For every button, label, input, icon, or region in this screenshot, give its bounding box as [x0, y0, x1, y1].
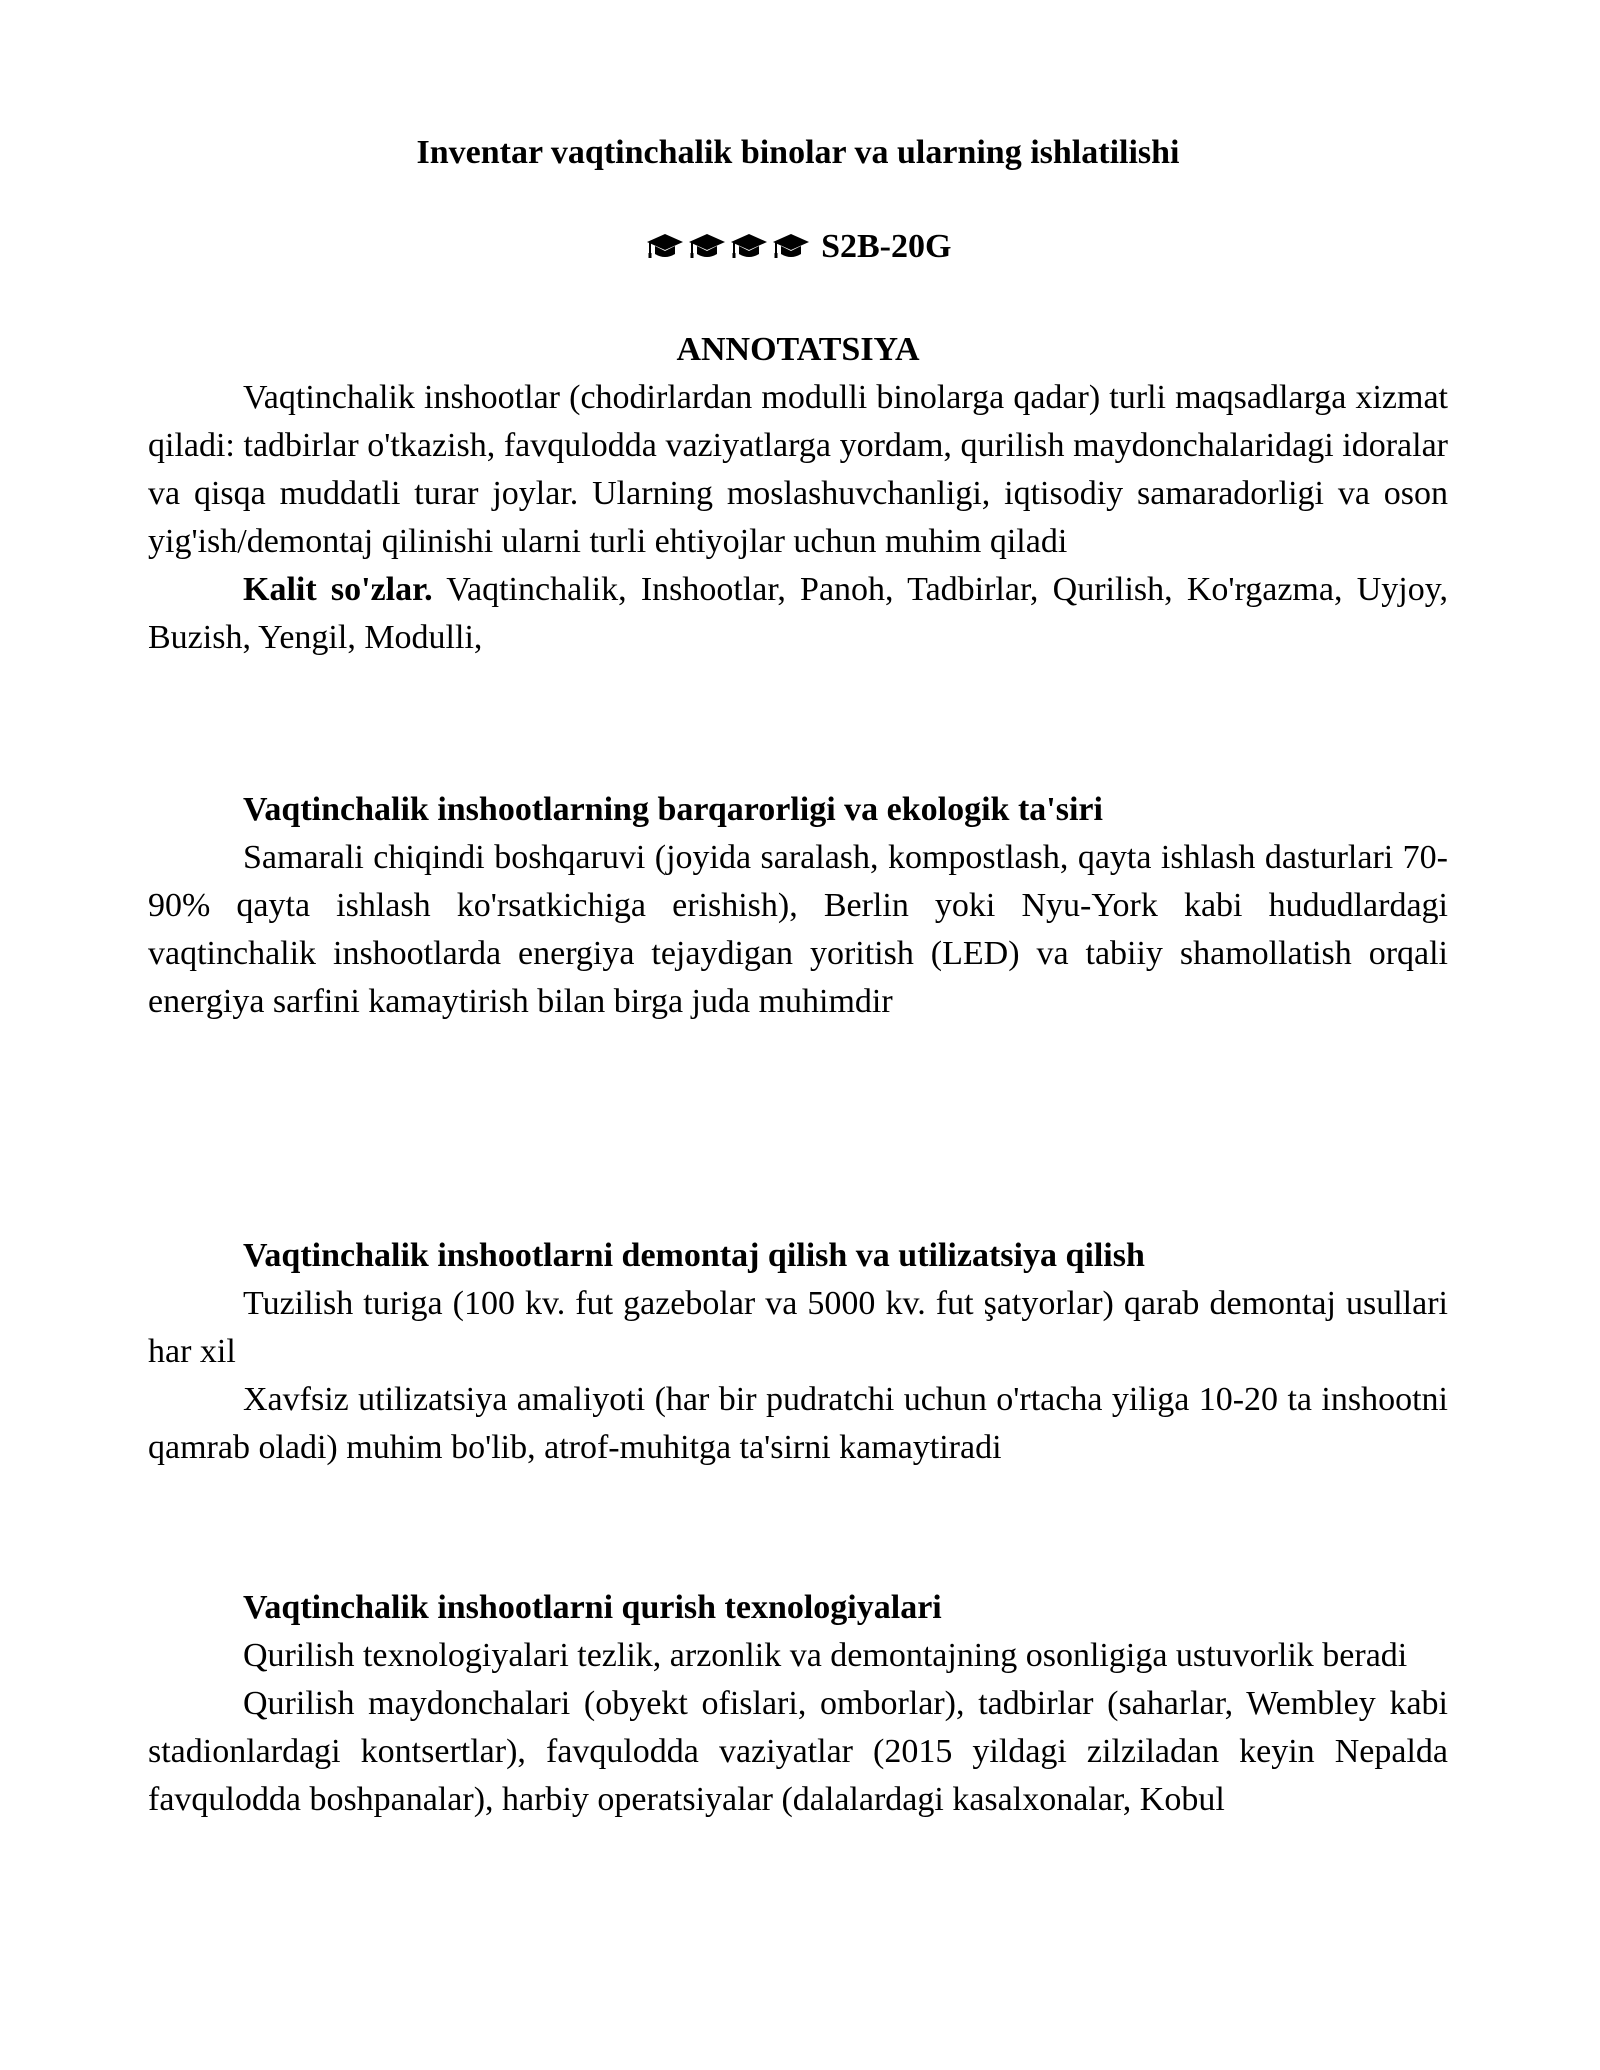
document-title: Inventar vaqtinchalik binolar va ularning ishlatilishi	[416, 134, 1180, 171]
keywords-label: Kalit so'zlar.	[243, 571, 433, 608]
section-paragraph: Qurilish texnologiyalari tezlik, arzonlik va demontajning osonligiga ustuvorlik beradi	[243, 1637, 1408, 1674]
document-page	[148, 128, 1448, 1824]
document-code: S2B-20G	[821, 228, 952, 265]
annotation-text: Vaqtinchalik inshootlar (chodirlardan modulli binolarga qadar) turli maqsadlarga xizmat qiladi: tadbirlar o'tkazish, favqulodda vaziyatlarga yordam, qurilish maydonchalaridagi idoralar va qisqa muddatli turar joylar. Ularning moslashuvchanligi, iqtisodiy samaradorligi va oson yig'ish/demontaj qilinishi ularni turli ehtiyojlar uchun muhim qiladi	[148, 379, 1448, 560]
section-paragraph: Qurilish maydonchalari (obyekt ofislari, omborlar), tadbirlar (saharlar, Wembley kabi stadionlardagi kontsertlar), favqulodda vaziyatlar (2015 yildagi zilziladan keyin Nepalda favqulodda boshpanalar), harbiy operatsiyalar (dalalardagi kasalxonalar, Kobul	[148, 1685, 1448, 1818]
annotation-heading: ANNOTATSIYA	[676, 331, 920, 368]
graduation-cap-icon	[729, 231, 769, 261]
section-paragraph: Xavfsiz utilizatsiya amaliyoti (har bir pudratchi uchun o'rtacha yiliga 10-20 ta inshootni qamrab oladi) muhim bo'lib, atrof-muhitga ta'sirni kamaytiradi	[148, 1381, 1448, 1466]
graduation-cap-icon	[771, 231, 811, 261]
section-paragraph: Tuzilish turiga (100 kv. fut gazebolar va 5000 kv. fut şatyorlar) qarab demontaj usullari har xil	[148, 1285, 1448, 1370]
graduation-cap-icon	[645, 231, 685, 261]
document-code-line	[148, 222, 1448, 272]
keywords-paragraph	[148, 566, 1448, 662]
section-paragraph: Samarali chiqindi boshqaruvi (joyida saralash, kompostlash, qayta ishlash dasturlari 70-90% qayta ishlash ko'rsatkichiga erishish), Berlin yoki Nyu-York kabi hududlardagi vaqtinchalik inshootlarda energiya tejaydigan yoritish (LED) va tabiiy shamollatish orqali energiya sarfini kamaytirish bilan birga juda muhimdir	[148, 839, 1448, 1020]
graduation-cap-icon	[687, 231, 727, 261]
keywords-text: Vaqtinchalik, Inshootlar, Panoh, Tadbirlar, Qurilish, Ko'rgazma, Uyjoy, Buzish, Yengil, Modulli,	[148, 571, 1448, 656]
section-heading-sustainability: Vaqtinchalik inshootlarning barqarorligi va ekologik ta'siri	[243, 791, 1103, 828]
section-heading-dismantling: Vaqtinchalik inshootlarni demontaj qilish va utilizatsiya qilish	[243, 1237, 1145, 1274]
section-heading-technologies: Vaqtinchalik inshootlarni qurish texnologiyalari	[243, 1589, 942, 1626]
